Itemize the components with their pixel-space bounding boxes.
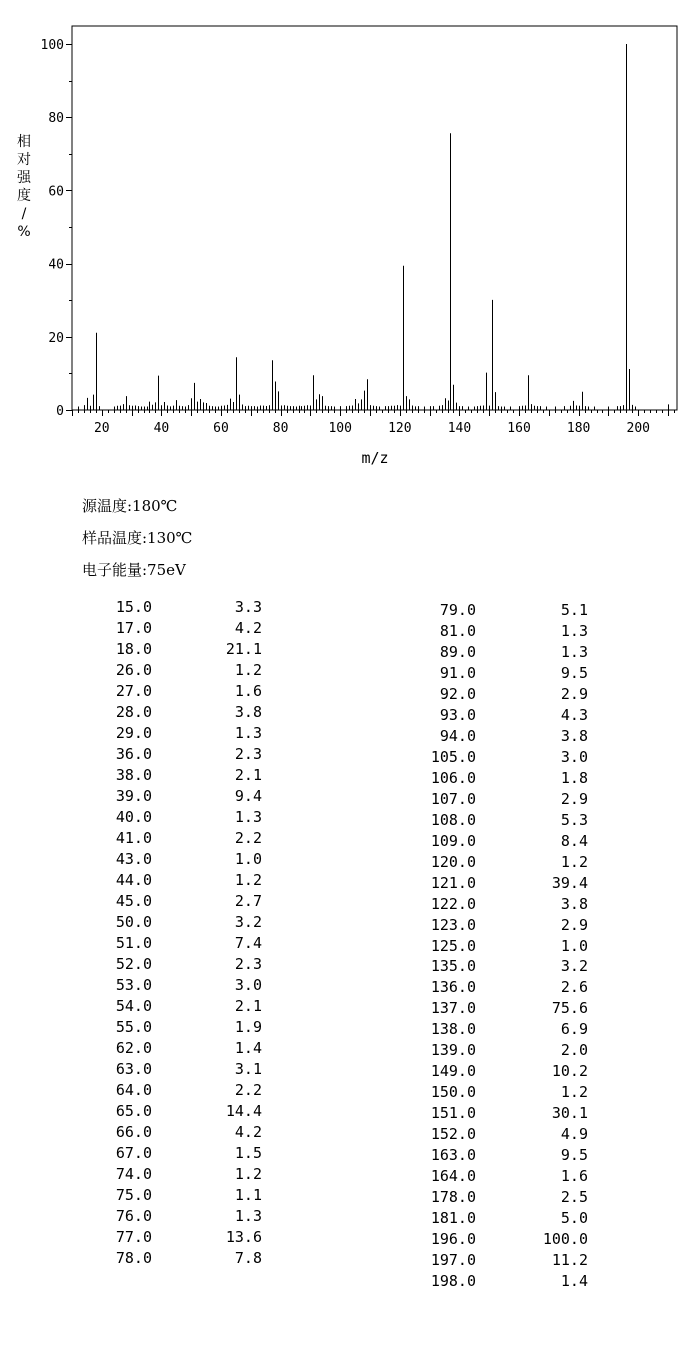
intensity-value: 2.3 [234,955,262,973]
mz-value: 36.0 [115,745,152,763]
intensity-value: 2.3 [234,745,262,763]
mz-value: 92.0 [439,684,476,703]
mz-value: 45.0 [115,892,152,910]
intensity-value: 3.0 [560,747,588,766]
x-tick-label: 40 [153,421,170,436]
mz-value: 55.0 [115,1018,152,1036]
mz-value: 38.0 [115,766,152,784]
intensity-value: 1.6 [560,1167,588,1186]
mz-value: 62.0 [115,1039,152,1057]
intensity-value: 3.1 [234,1060,262,1078]
x-tick-label: 160 [507,421,531,436]
mz-value: 152.0 [430,1125,476,1144]
mz-value: 44.0 [115,871,152,889]
source-temperature: 源温度:180℃ [82,497,178,515]
mz-value: 94.0 [439,726,476,745]
y-axis [41,38,72,419]
intensity-value: 4.9 [560,1125,588,1144]
mz-value: 43.0 [115,850,152,868]
mz-value: 136.0 [430,978,476,997]
mz-value: 137.0 [430,999,476,1018]
intensity-value: 3.0 [234,976,262,994]
mz-value: 93.0 [439,705,476,724]
intensity-value: 2.5 [560,1188,588,1207]
mz-value: 163.0 [430,1146,476,1165]
mass-spectrum-chart [0,0,687,475]
intensity-value: 1.2 [234,871,262,889]
intensity-value: 4.2 [234,619,262,637]
intensity-value: 30.1 [551,1104,588,1123]
intensity-value: 3.8 [560,726,588,745]
mz-value: 125.0 [430,936,476,955]
mz-value: 196.0 [430,1230,476,1249]
intensity-value: 13.6 [225,1228,262,1246]
mz-value: 138.0 [430,1020,476,1039]
mz-value: 149.0 [430,1062,476,1081]
mz-value: 18.0 [115,640,152,658]
x-tick-label: 140 [447,421,472,436]
intensity-value: 4.2 [234,1123,262,1141]
x-tick-label: 60 [213,421,229,436]
mz-value: 122.0 [430,894,476,913]
intensity-value: 1.9 [234,1018,262,1036]
intensity-value: 11.2 [551,1251,588,1270]
x-tick-label: 20 [93,421,110,436]
intensity-value: 1.3 [234,724,262,742]
intensity-value: 3.3 [234,598,262,616]
mz-value: 17.0 [115,619,152,637]
minor-peaks [79,404,669,410]
x-tick-label: 200 [626,421,650,436]
mz-value: 52.0 [115,955,152,973]
intensity-value: 1.2 [234,1165,262,1183]
intensity-value: 2.6 [560,978,588,997]
y-tick-label: 0 [56,404,64,419]
mz-value: 150.0 [430,1083,476,1102]
x-axis-label: m/z [361,449,389,467]
mz-value: 109.0 [430,831,476,850]
intensity-value: 2.1 [234,766,262,784]
intensity-value: 75.6 [551,999,588,1018]
intensity-value: 1.3 [234,808,262,826]
intensity-value: 1.6 [234,682,262,700]
mz-value: 66.0 [115,1123,152,1141]
y-tick-label: 20 [48,330,64,346]
mz-value: 67.0 [115,1144,152,1162]
x-tick-label: 100 [328,421,352,436]
mz-value: 120.0 [430,852,476,871]
intensity-value: 5.3 [560,810,588,829]
mz-value: 135.0 [430,957,476,976]
mz-value: 40.0 [115,808,152,826]
intensity-value: 1.4 [234,1039,262,1057]
y-tick-label: 40 [48,257,64,273]
y-tick-label: 80 [48,111,64,127]
intensity-value: 2.9 [560,915,588,934]
intensity-value: 9.4 [234,787,262,805]
intensity-value: 9.5 [560,1146,588,1165]
mz-value: 26.0 [115,661,152,679]
sample-temperature: 样品温度:130℃ [82,529,193,547]
mz-value: 89.0 [439,642,476,661]
intensity-value: 1.1 [234,1186,262,1204]
intensity-value: 1.0 [560,936,588,955]
mz-value: 105.0 [430,747,476,766]
plot-frame [72,26,677,410]
mz-value: 77.0 [115,1228,152,1246]
x-tick-label: 180 [566,421,591,436]
mz-value: 39.0 [115,787,152,805]
intensity-value: 1.8 [560,768,588,787]
mz-value: 178.0 [430,1188,476,1207]
mz-value: 123.0 [430,915,476,934]
mz-value: 106.0 [430,768,476,787]
mz-value: 139.0 [430,1041,476,1060]
intensity-value: 3.8 [560,894,588,913]
y-axis-label: 相对强度/ % [17,134,31,240]
intensity-value: 1.2 [560,852,588,871]
intensity-value: 4.3 [560,705,588,724]
intensity-value: 8.4 [560,831,588,850]
mz-value: 121.0 [430,873,476,892]
intensity-value: 5.1 [560,601,588,619]
intensity-value: 7.4 [234,934,262,952]
intensity-value: 100.0 [542,1230,588,1249]
mz-value: 108.0 [430,810,476,829]
mz-value: 75.0 [115,1186,152,1204]
intensity-value: 1.3 [560,642,588,661]
intensity-value: 2.9 [560,789,588,808]
mz-value: 181.0 [430,1209,476,1228]
mz-value: 50.0 [115,913,152,931]
mz-value: 51.0 [115,934,152,952]
mz-value: 197.0 [430,1251,476,1270]
intensity-value: 3.2 [560,957,588,976]
intensity-value: 3.2 [234,913,262,931]
intensity-value: 3.8 [234,703,262,721]
intensity-value: 9.5 [560,663,588,682]
mz-value: 41.0 [115,829,152,847]
intensity-value: 1.5 [234,1144,262,1162]
mz-value: 28.0 [115,703,152,721]
mz-value: 63.0 [115,1060,152,1078]
intensity-value: 1.0 [234,850,262,868]
intensity-value: 2.7 [234,892,262,910]
mz-value: 91.0 [439,663,476,682]
intensity-value: 39.4 [551,873,588,892]
intensity-value: 2.2 [234,829,262,847]
intensity-value: 10.2 [551,1062,588,1081]
intensity-value: 2.9 [560,684,588,703]
mz-value: 54.0 [115,997,152,1015]
peaks [88,44,633,410]
mz-value: 15.0 [115,598,152,616]
mz-value: 107.0 [430,789,476,808]
intensity-value: 1.2 [560,1083,588,1102]
intensity-value: 1.3 [234,1207,262,1225]
x-tick-label: 80 [272,421,289,436]
mz-value: 29.0 [115,724,152,742]
x-axis [73,410,675,436]
mz-value: 74.0 [115,1165,152,1183]
mz-value: 27.0 [115,682,152,700]
intensity-value: 5.0 [560,1209,588,1228]
intensity-value: 1.3 [560,621,588,640]
y-tick-label: 100 [40,38,64,53]
mz-value: 53.0 [115,976,152,994]
intensity-value: 14.4 [225,1102,262,1120]
mz-value: 64.0 [115,1081,152,1099]
mz-value: 164.0 [430,1167,476,1186]
intensity-value: 1.2 [234,661,262,679]
intensity-value: 7.8 [234,1249,262,1267]
intensity-value: 21.1 [225,640,262,658]
x-tick-label: 120 [388,421,412,436]
electron-energy: 电子能量:75eV [82,561,186,579]
intensity-value: 2.2 [234,1081,262,1099]
intensity-value: 2.1 [234,997,262,1015]
mz-value: 79.0 [439,601,476,619]
intensity-value: 6.9 [560,1020,588,1039]
mz-value: 65.0 [115,1102,152,1120]
mz-value: 151.0 [430,1104,476,1123]
mz-value: 81.0 [439,621,476,640]
mz-value: 78.0 [115,1249,152,1267]
mz-value: 76.0 [115,1207,152,1225]
intensity-value: 1.4 [560,1272,588,1291]
mz-value: 198.0 [430,1272,476,1291]
y-tick-label: 60 [48,184,64,200]
intensity-value: 2.0 [560,1041,588,1060]
